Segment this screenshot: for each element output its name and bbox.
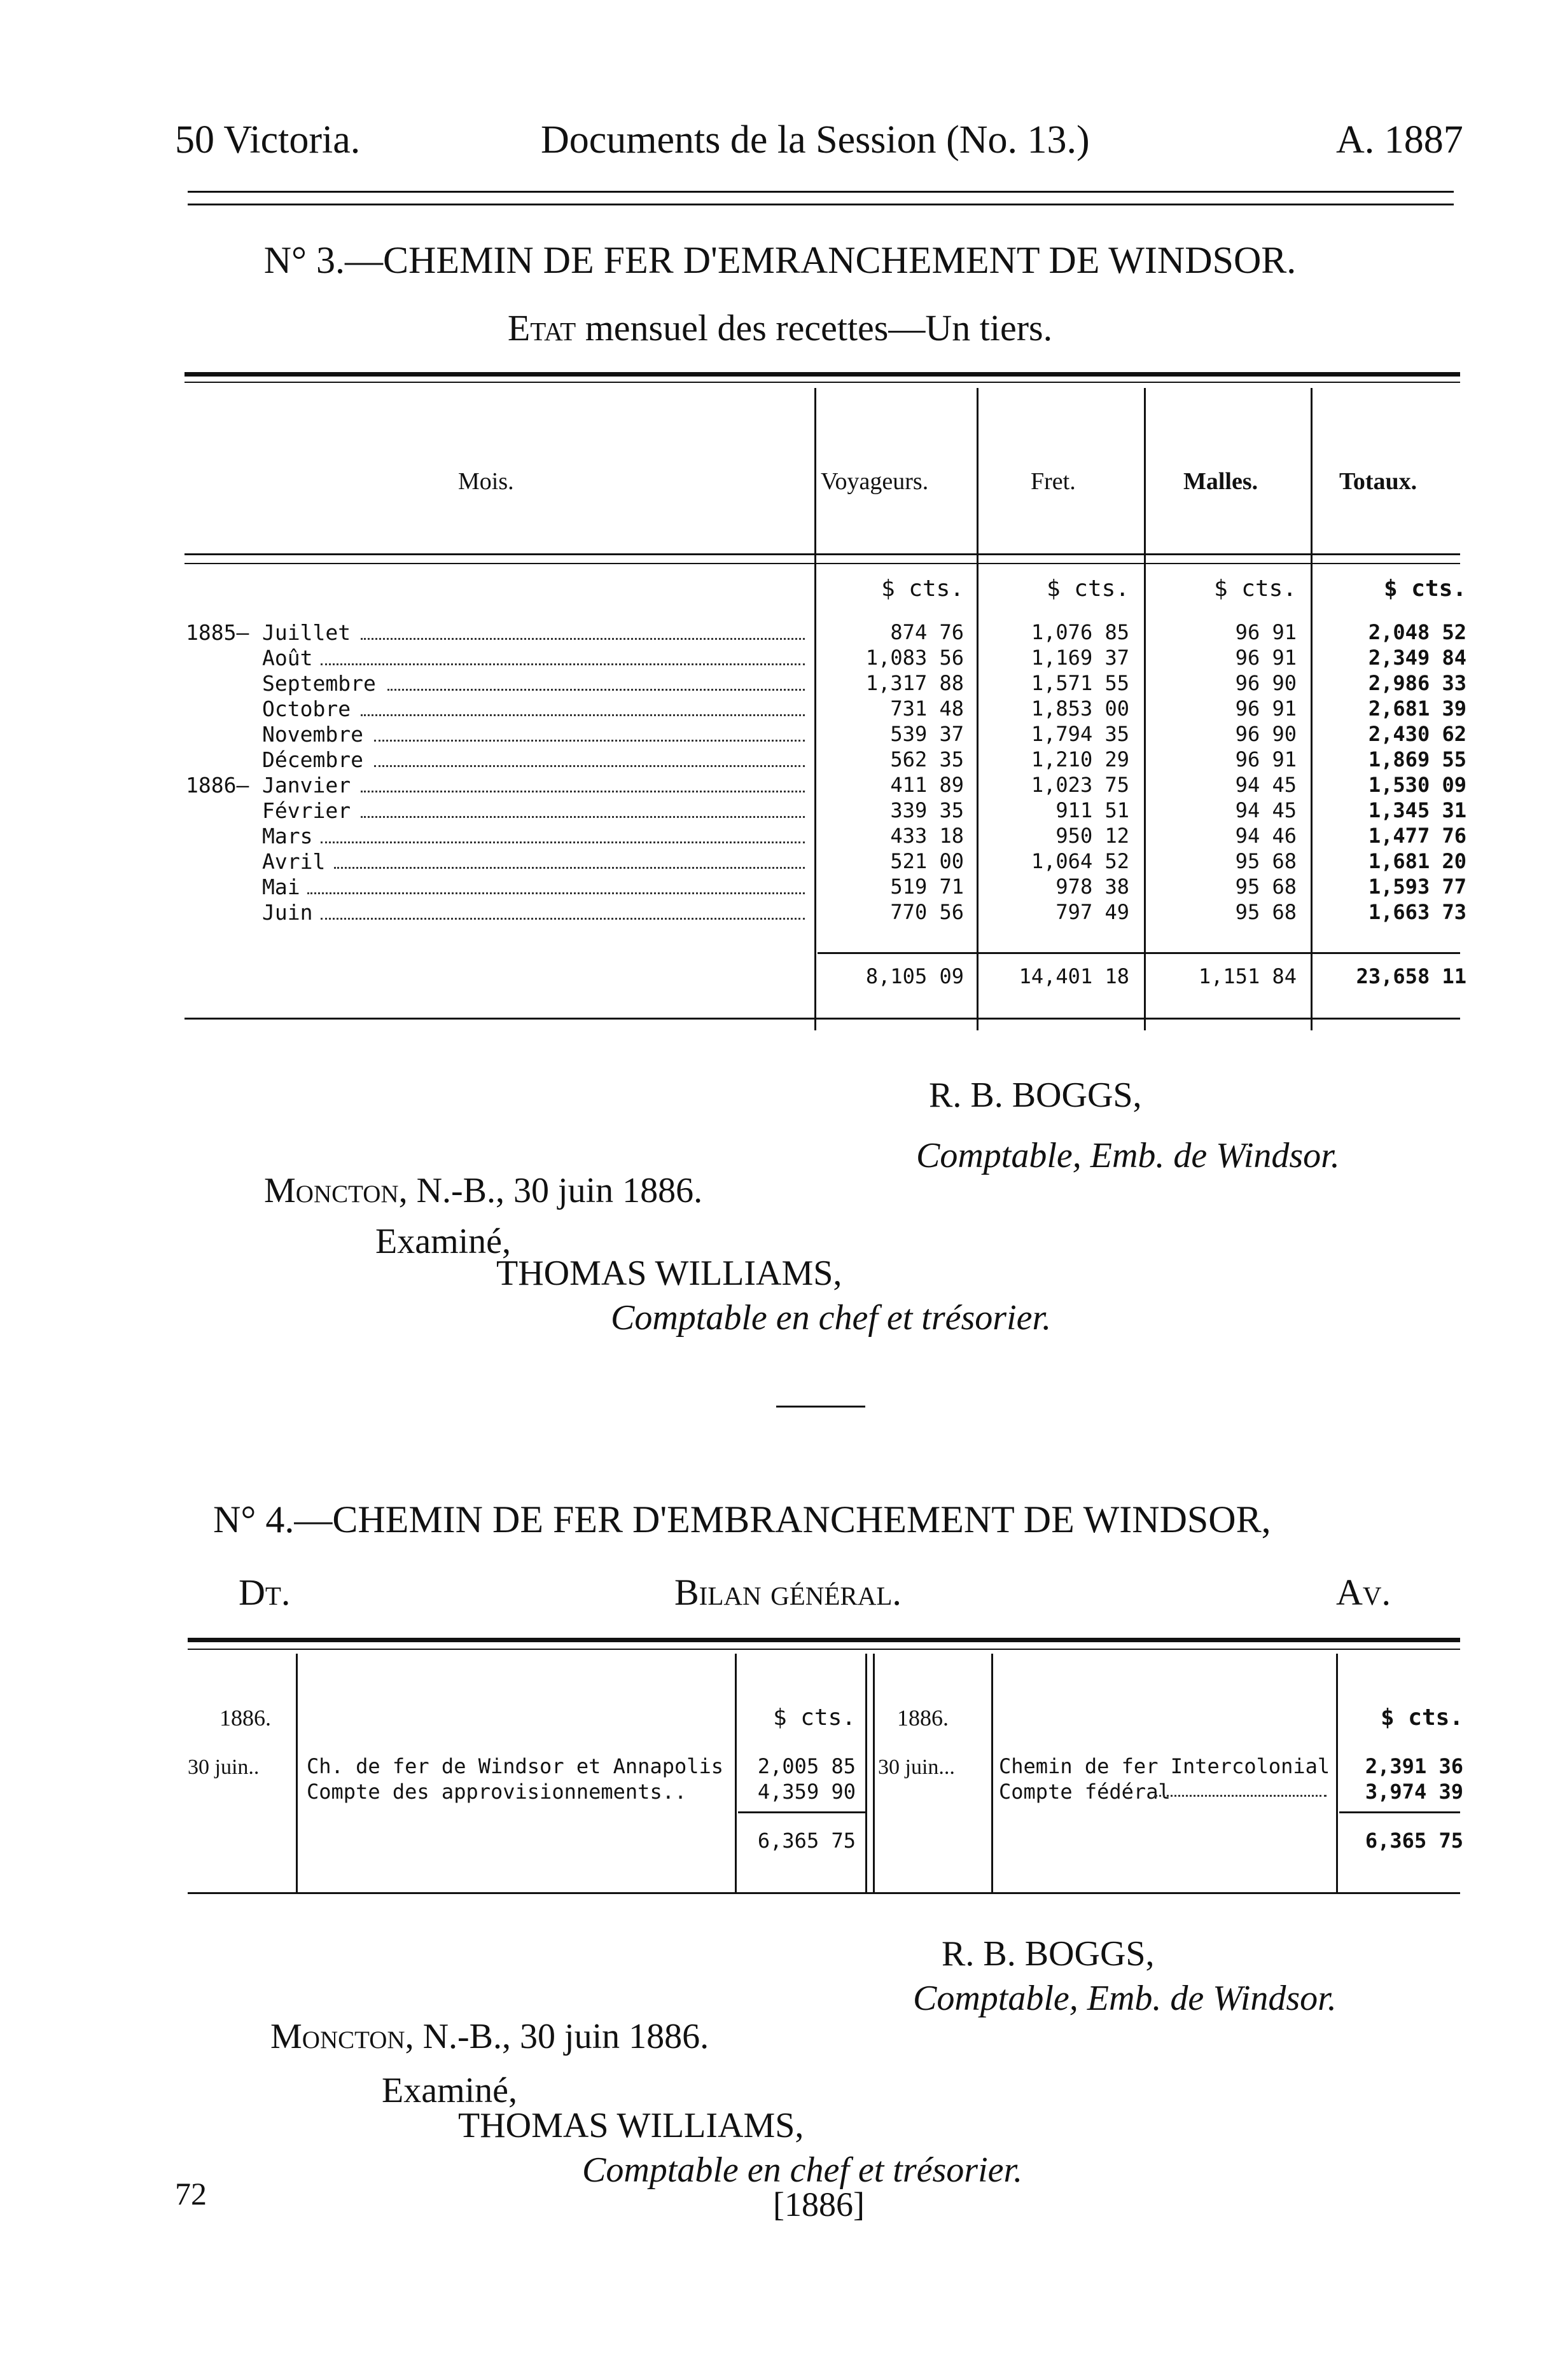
table3-bottom-rule xyxy=(185,1018,1460,1020)
table4-right-units: $ cts. xyxy=(1380,1705,1463,1731)
table3-col-divider-3 xyxy=(1144,388,1146,1030)
header-session-year: 50 Victoria. xyxy=(175,118,361,162)
col-header-totaux: Totaux. xyxy=(1339,468,1417,495)
row-voyageurs: 731 48 xyxy=(890,696,964,721)
section3-place-rest: , N.-B., 30 juin 1886. xyxy=(398,1171,703,1210)
table4-left-entry-2-label: Compte des approvisionnements.. xyxy=(307,1780,687,1804)
row-malles: 96 90 xyxy=(1235,671,1297,695)
section3-examiner-title: Comptable en chef et trésorier. xyxy=(611,1298,1052,1338)
row-fret: 797 49 xyxy=(1055,900,1129,924)
row-year: 1885— xyxy=(186,620,249,645)
table4-bottom-rule xyxy=(188,1892,1460,1894)
section4-examined: Examiné, xyxy=(382,2071,518,2110)
table4-right-entry-1-amount: 2,391 36 xyxy=(1365,1754,1463,1778)
table4-col-divider-4 xyxy=(991,1654,993,1892)
table3-rule-top-thin xyxy=(185,382,1460,383)
total-totaux: 23,658 11 xyxy=(1356,964,1466,988)
table4-right-entry-2-leader xyxy=(1155,1795,1327,1797)
row-voyageurs: 519 71 xyxy=(890,875,964,899)
row-malles: 96 91 xyxy=(1235,696,1297,721)
table3-col-divider-4 xyxy=(1311,388,1313,1030)
table4-rule-top-thick xyxy=(188,1638,1460,1642)
row-month: Février xyxy=(262,798,351,823)
units-totaux: $ cts. xyxy=(1383,576,1466,602)
col-header-malles: Malles. xyxy=(1183,468,1258,495)
total-voyageurs: 8,105 09 xyxy=(865,964,964,988)
row-dot-leader xyxy=(321,663,805,665)
row-fret: 911 51 xyxy=(1055,798,1129,822)
row-malles: 95 68 xyxy=(1235,849,1297,873)
table4-right-date: 30 juin... xyxy=(878,1755,955,1779)
row-totaux: 2,430 62 xyxy=(1368,722,1466,746)
row-voyageurs: 539 37 xyxy=(890,722,964,746)
row-voyageurs: 770 56 xyxy=(890,900,964,924)
table4-right-entry-1-label: Chemin de fer Intercolonial xyxy=(999,1754,1330,1778)
row-month: Septembre xyxy=(262,671,376,696)
row-malles: 94 46 xyxy=(1235,824,1297,848)
table4-left-sum-rule xyxy=(738,1811,865,1813)
row-month: Octobre xyxy=(262,696,351,721)
table4-left-entry-1-amount: 2,005 85 xyxy=(757,1754,856,1778)
header-assembly-year: A. 1887 xyxy=(1336,118,1463,162)
row-fret: 1,210 29 xyxy=(1031,747,1129,771)
row-fret: 1,853 00 xyxy=(1031,696,1129,721)
section4-av: Av. xyxy=(1336,1572,1391,1613)
table3-col-divider-2 xyxy=(977,388,978,1030)
header-document-title: Documents de la Session (No. 13.) xyxy=(541,118,1090,162)
table4-col-divider-3b xyxy=(873,1654,875,1892)
row-dot-leader xyxy=(334,867,805,869)
row-totaux: 2,986 33 xyxy=(1368,671,1466,695)
row-malles: 94 45 xyxy=(1235,773,1297,797)
header-rule-bottom xyxy=(188,204,1454,205)
row-fret: 1,064 52 xyxy=(1031,849,1129,873)
table4-right-sum-rule xyxy=(1339,1811,1460,1813)
section4-place-caps: Moncton xyxy=(270,2017,405,2056)
table4-col-divider-5 xyxy=(1336,1654,1338,1892)
section4-dt: Dt. xyxy=(239,1572,291,1613)
table4-rule-top-thin xyxy=(188,1649,1460,1650)
row-totaux: 1,663 73 xyxy=(1368,900,1466,924)
section3-subtitle-caps: Etat xyxy=(507,307,576,349)
table4-col-divider-1 xyxy=(296,1654,298,1892)
table4-left-units: $ cts. xyxy=(772,1705,856,1731)
section3-subtitle xyxy=(0,307,1560,349)
row-dot-leader xyxy=(361,816,805,818)
table4-right-entry-2-label: Compte fédéral xyxy=(999,1780,1171,1804)
row-dot-leader xyxy=(361,714,805,716)
row-year: 1886— xyxy=(186,773,249,798)
section3-examined: Examiné, xyxy=(375,1222,512,1261)
col-header-voyageurs: Voyageurs. xyxy=(821,468,929,495)
row-fret: 1,023 75 xyxy=(1031,773,1129,797)
section4-examiner-title: Comptable en chef et trésorier. xyxy=(582,2150,1023,2190)
row-totaux: 2,681 39 xyxy=(1368,696,1466,721)
row-totaux: 1,681 20 xyxy=(1368,849,1466,873)
row-month: Novembre xyxy=(262,722,363,747)
row-month: Mai xyxy=(262,875,300,899)
section3-subtitle-rest: mensuel des recettes—Un tiers. xyxy=(585,307,1053,349)
row-voyageurs: 874 76 xyxy=(890,620,964,644)
row-totaux: 1,345 31 xyxy=(1368,798,1466,822)
row-voyageurs: 562 35 xyxy=(890,747,964,771)
table3-rule-top-thick xyxy=(185,372,1460,377)
section3-examiner: THOMAS WILLIAMS, xyxy=(496,1254,842,1293)
row-month: Juin xyxy=(262,900,313,925)
row-fret: 950 12 xyxy=(1055,824,1129,848)
section-separator xyxy=(776,1406,865,1408)
section4-bilan: Bilan général. xyxy=(674,1572,902,1613)
row-malles: 96 91 xyxy=(1235,620,1297,644)
section3-signer-title: Comptable, Emb. de Windsor. xyxy=(916,1136,1340,1175)
row-month: Avril xyxy=(262,849,326,874)
table4-left-year: 1886. xyxy=(219,1705,271,1731)
row-malles: 95 68 xyxy=(1235,900,1297,924)
row-dot-leader xyxy=(321,918,805,920)
section4-signer-title: Comptable, Emb. de Windsor. xyxy=(913,1979,1337,2018)
row-malles: 96 90 xyxy=(1235,722,1297,746)
row-dot-leader xyxy=(361,638,805,640)
page-number: 72 xyxy=(175,2176,207,2211)
table4-right-year: 1886. xyxy=(897,1705,949,1731)
header-rule-top xyxy=(188,191,1454,193)
col-header-mois: Mois. xyxy=(458,468,514,495)
row-fret: 1,794 35 xyxy=(1031,722,1129,746)
total-malles: 1,151 84 xyxy=(1198,964,1297,988)
table3-col-divider-1 xyxy=(814,388,816,1030)
total-fret: 14,401 18 xyxy=(1019,964,1129,988)
section3-signer: R. B. BOGGS, xyxy=(929,1076,1142,1115)
table4-left-date: 30 juin.. xyxy=(188,1755,260,1779)
row-fret: 1,076 85 xyxy=(1031,620,1129,644)
row-dot-leader xyxy=(307,892,805,894)
section4-title: N° 4.—CHEMIN DE FER D'EMBRANCHEMENT DE WINDSOR, xyxy=(213,1498,1271,1540)
row-fret: 1,571 55 xyxy=(1031,671,1129,695)
table3-sum-rule xyxy=(818,952,1460,954)
col-header-fret: Fret. xyxy=(1031,468,1076,495)
row-fret: 978 38 xyxy=(1055,875,1129,899)
row-voyageurs: 521 00 xyxy=(890,849,964,873)
table4-right-total: 6,365 75 xyxy=(1365,1829,1463,1853)
row-month: Juillet xyxy=(262,620,351,645)
section3-place-date xyxy=(264,1170,702,1211)
row-month: Mars xyxy=(262,824,313,848)
table3-header-rule-1 xyxy=(185,553,1460,555)
row-totaux: 1,593 77 xyxy=(1368,875,1466,899)
row-voyageurs: 433 18 xyxy=(890,824,964,848)
row-malles: 95 68 xyxy=(1235,875,1297,899)
units-voyageurs: $ cts. xyxy=(881,576,964,602)
row-fret: 1,169 37 xyxy=(1031,646,1129,670)
section4-signer: R. B. BOGGS, xyxy=(942,1934,1155,1974)
row-dot-leader xyxy=(374,765,805,767)
row-malles: 96 91 xyxy=(1235,646,1297,670)
row-dot-leader xyxy=(321,841,805,843)
row-month: Janvier xyxy=(262,773,351,798)
table4-col-divider-2 xyxy=(735,1654,737,1892)
row-month: Août xyxy=(262,646,313,670)
table3-header-rule-2 xyxy=(185,563,1460,564)
table4-left-entry-2-amount: 4,359 90 xyxy=(757,1780,856,1804)
row-malles: 96 91 xyxy=(1235,747,1297,771)
units-malles: $ cts. xyxy=(1213,576,1297,602)
section4-place-rest: , N.-B., 30 juin 1886. xyxy=(405,2017,709,2056)
table4-right-entry-2-amount: 3,974 39 xyxy=(1365,1780,1463,1804)
section3-title: N° 3.—CHEMIN DE FER D'EMRANCHEMENT DE WINDSOR. xyxy=(263,239,1297,281)
table4-left-entry-1-label: Ch. de fer de Windsor et Annapolis xyxy=(307,1754,724,1778)
section3-place-caps: Moncton xyxy=(264,1171,399,1210)
row-voyageurs: 1,083 56 xyxy=(865,646,964,670)
row-totaux: 2,349 84 xyxy=(1368,646,1466,670)
row-malles: 94 45 xyxy=(1235,798,1297,822)
units-fret: $ cts. xyxy=(1046,576,1129,602)
row-voyageurs: 339 35 xyxy=(890,798,964,822)
row-totaux: 1,477 76 xyxy=(1368,824,1466,848)
table4-left-total: 6,365 75 xyxy=(757,1829,856,1853)
row-voyageurs: 1,317 88 xyxy=(865,671,964,695)
row-voyageurs: 411 89 xyxy=(890,773,964,797)
row-month: Décembre xyxy=(262,747,363,772)
row-dot-leader xyxy=(374,740,805,742)
footer-bracket-year: [1886] xyxy=(773,2185,865,2224)
section4-examiner: THOMAS WILLIAMS, xyxy=(458,2106,804,2145)
row-totaux: 1,530 09 xyxy=(1368,773,1466,797)
row-totaux: 2,048 52 xyxy=(1368,620,1466,644)
row-totaux: 1,869 55 xyxy=(1368,747,1466,771)
row-dot-leader xyxy=(361,791,805,792)
table4-col-divider-3a xyxy=(865,1654,867,1892)
row-dot-leader xyxy=(387,689,805,691)
section4-place-date xyxy=(270,2016,709,2057)
